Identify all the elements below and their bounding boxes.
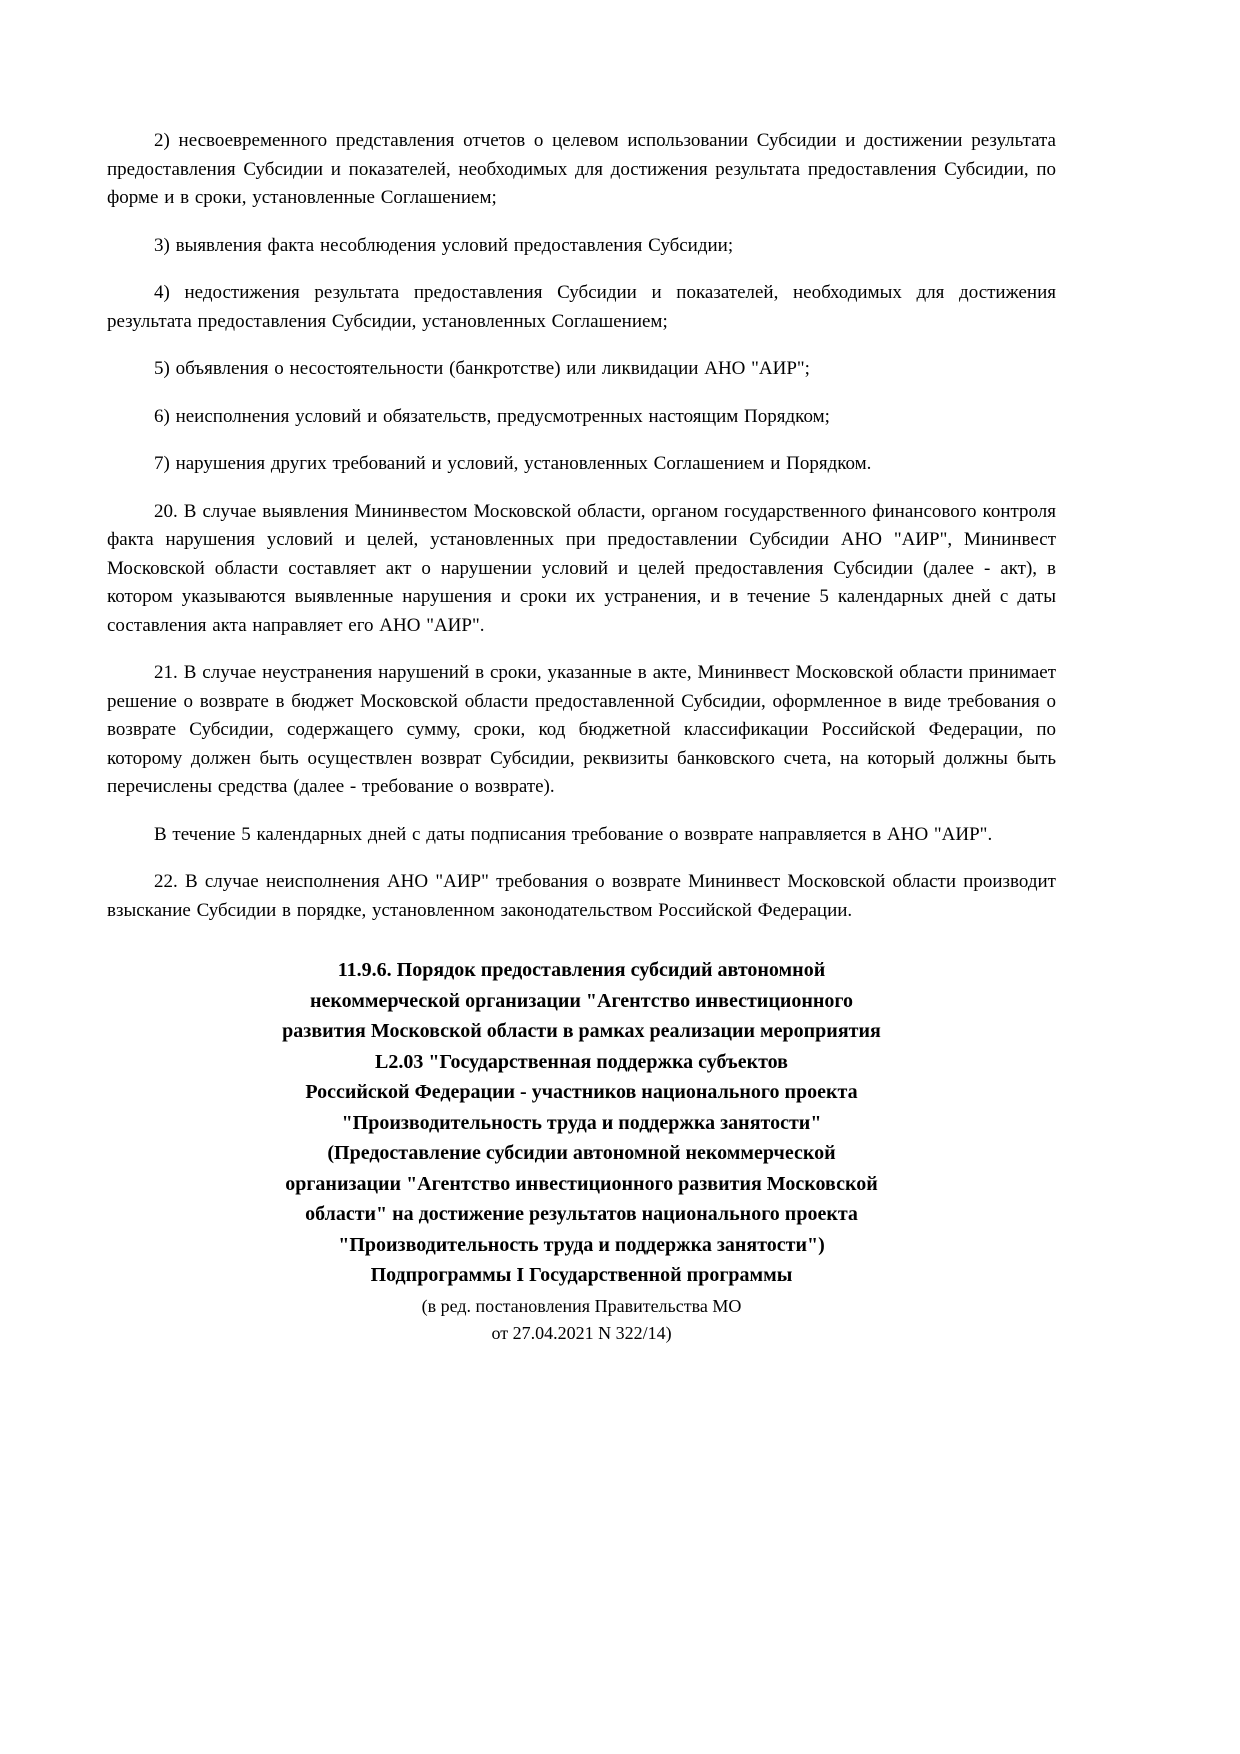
section-heading	[107, 955, 1056, 1291]
paragraph-item-4: 4) недостижения результата предоставления Субсидии и показателей, необходимых для достижения результата предоставления Субсидии, установленных Соглашением;	[107, 282, 1056, 332]
paragraph-clause-21: 21. В случае неустранения нарушений в сроки, указанные в акте, Мининвест Московской области принимает решение о возврате в бюджет Московской области предоставленной Субсидии, оформленное в виде требования о возврате Субсидии, содержащего сумму, сроки, код бюджетной классификации Российской Федерации, по которому должен быть осуществлен возврат Субсидии, реквизиты банковского счета, на который должны быть перечислены средства (далее - требование о возврате).	[107, 662, 1056, 797]
section-heading-line: "Производительность труда и поддержка занятости"	[341, 1111, 822, 1134]
section-heading-line: организации "Агентство инвестиционного развития Московской	[285, 1172, 878, 1195]
paragraph-item-6: 6) неисполнения условий и обязательств, предусмотренных настоящим Порядком;	[154, 405, 830, 427]
paragraph-clause-20: 20. В случае выявления Мининвестом Московской области, органом государственного финансового контроля факта нарушения условий и целей, установленных при предоставлении Субсидии АНО "АИР", Мининвест Московской области составляет акт о нарушении условий и целей предоставления Субсидии (далее - акт), в котором указываются выявленные нарушения и сроки их устранения, и в течение 5 календарных дней с даты составления акта направляет его АНО "АИР".	[107, 500, 1056, 636]
section-heading-line: 11.9.6. Порядок предоставления субсидий автономной	[337, 959, 826, 981]
paragraph-item-5: 5) объявления о несостоятельности (банкротстве) или ликвидации АНО "АИР";	[154, 358, 810, 379]
section-heading-line: области" на достижение результатов национального проекта	[305, 1203, 858, 1225]
document-body	[107, 127, 1056, 925]
section-heading-line: (Предоставление субсидии автономной некоммерческой	[327, 1142, 836, 1164]
section-heading-line: L2.03 "Государственная поддержка субъектов	[375, 1050, 788, 1073]
paragraph-item-3: 3) выявления факта несоблюдения условий предоставления Субсидии;	[154, 234, 734, 256]
paragraph-return-term: В течение 5 календарных дней с даты подписания требование о возврате направляется в АНО "АИР".	[154, 823, 993, 845]
section-heading-line: Подпрограммы I Государственной программы	[370, 1264, 793, 1286]
paragraph-item-7: 7) нарушения других требований и условий, установленных Соглашением и Порядком.	[154, 453, 872, 474]
section-heading-line: некоммерческой организации "Агентство инвестиционного	[309, 989, 854, 1012]
section-heading-line: "Производительность труда и поддержка занятости")	[338, 1233, 825, 1256]
edition-note	[107, 1293, 1056, 1347]
paragraph-item-2: 2) несвоевременного представления отчетов о целевом использовании Субсидии и достижении результата предоставления Субсидии и показателей, необходимых для достижения результата предоставления Субсидии, по форме и в сроки, установленные Соглашением;	[107, 130, 1056, 208]
section-heading-line: развития Московской области в рамках реализации мероприятия	[282, 1020, 881, 1042]
edition-note-line: от 27.04.2021 N 322/14)	[491, 1322, 672, 1343]
paragraph-clause-22: 22. В случае неисполнения АНО "АИР" требования о возврате Мининвест Московской области производит взыскание Субсидии в порядке, установленном законодательством Российской Федерации.	[107, 871, 1056, 921]
edition-note-line: (в ред. постановления Правительства МО	[421, 1295, 742, 1316]
section-heading-line: Российской Федерации - участников национального проекта	[305, 1081, 858, 1103]
